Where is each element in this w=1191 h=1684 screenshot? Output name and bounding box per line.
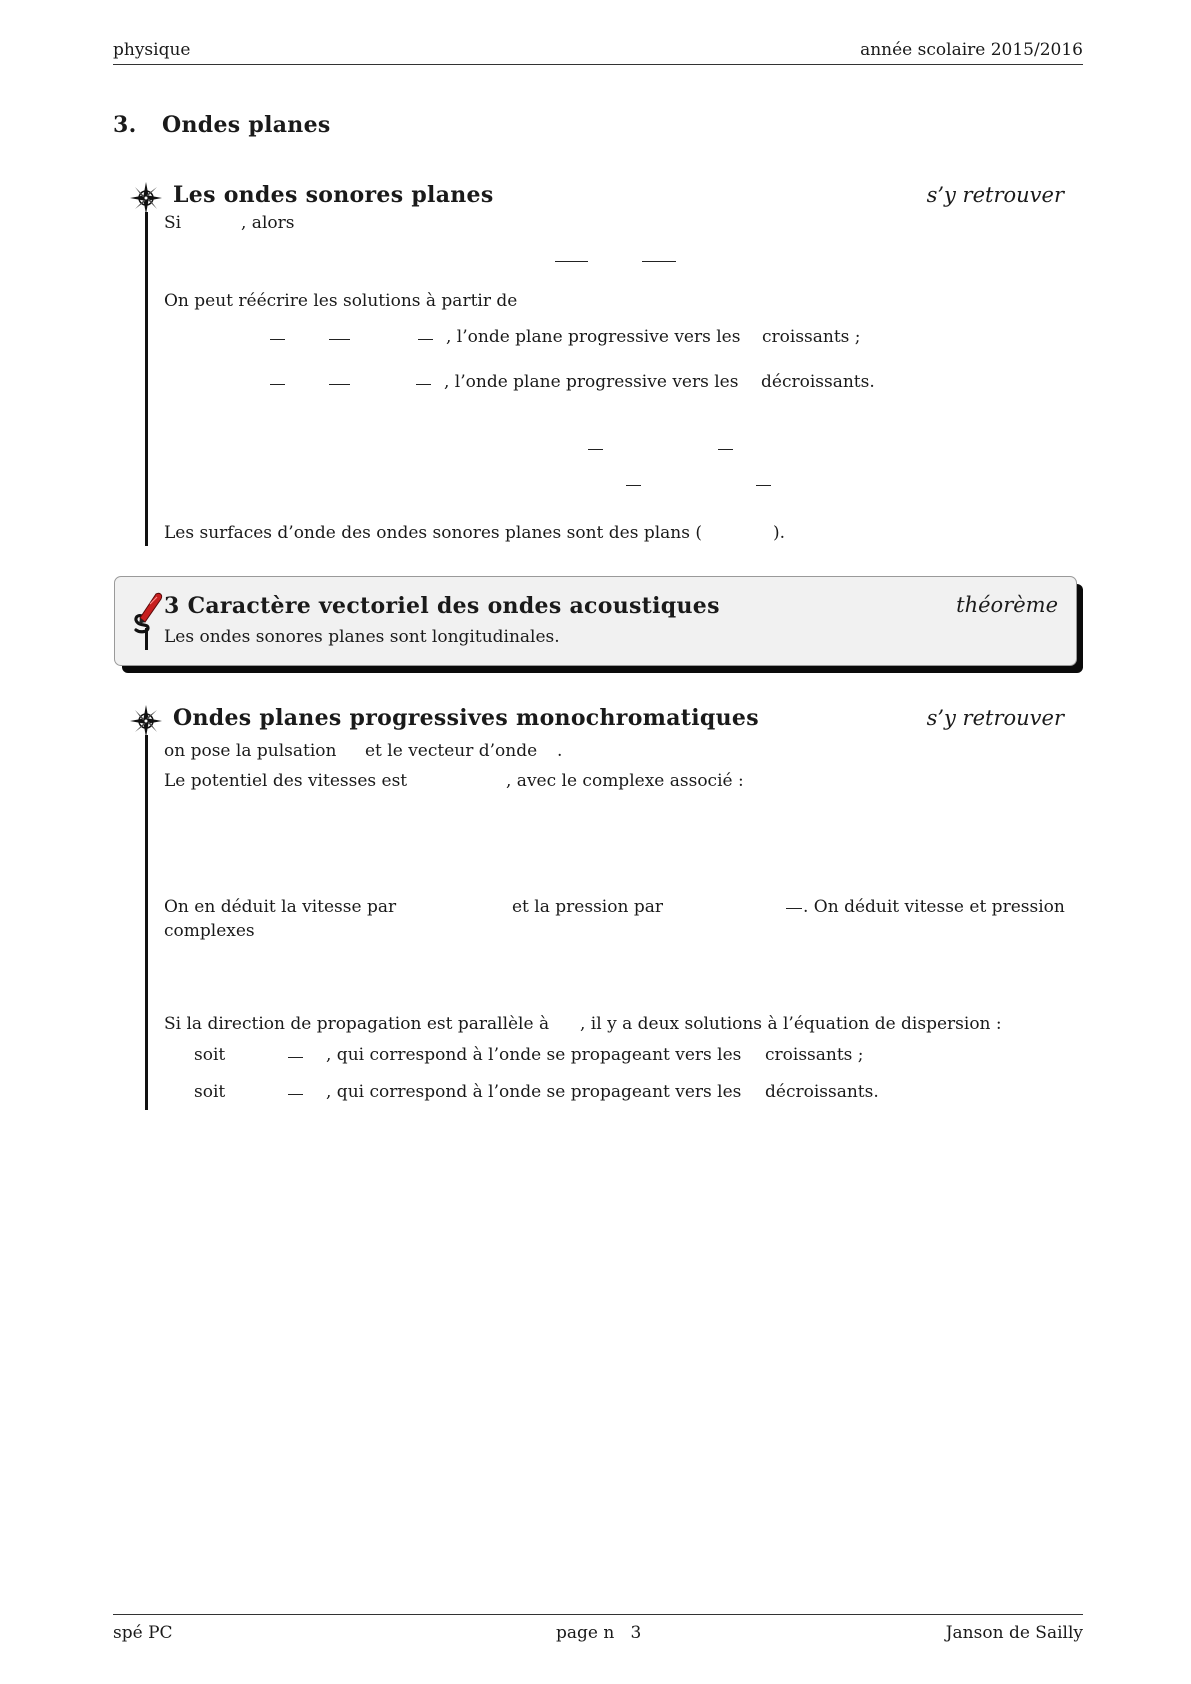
box2-deduit-c: . On déduit vitesse et pression [803, 897, 1065, 917]
compass-icon [129, 704, 163, 738]
footer-right: Janson de Sailly [945, 1623, 1083, 1643]
box2-deduit-a: On en déduit la vitesse par [164, 897, 397, 917]
box2-kind: s’y retrouver [926, 706, 1064, 730]
box2-title: Ondes planes progressives monochromatiques [173, 705, 759, 731]
section-title: Ondes planes [162, 112, 331, 138]
header-left: physique [113, 40, 191, 60]
box1-item1-text: , l’onde plane progressive vers les [446, 327, 741, 347]
fraction-bar [786, 908, 802, 909]
box2-deduit-b: et la pression par [512, 897, 663, 917]
footer-page: page n 3 [556, 1623, 642, 1643]
theorem-box [114, 576, 1077, 666]
box2-potentiel-a: Le potentiel des vitesses est [164, 771, 408, 791]
box1-item1-end: croissants ; [762, 327, 861, 347]
box2-soit1-text: , qui correspond à l’onde se propageant vers les [326, 1045, 742, 1065]
box1-kind: s’y retrouver [926, 183, 1064, 207]
box2-direction-b: , il y a deux solutions à l’équation de dispersion : [580, 1014, 1002, 1034]
fraction-bar [555, 261, 588, 262]
fraction-bar [642, 261, 676, 262]
box2-soit2-end: décroissants. [765, 1082, 879, 1102]
fraction-bar [626, 485, 641, 486]
footer-rule [113, 1614, 1083, 1615]
box1-item2-text: , l’onde plane progressive vers les [444, 372, 739, 392]
theorem-kind: théorème [956, 593, 1058, 617]
box1-surfaces-end: ). [773, 523, 786, 543]
box2-soit1: soit [194, 1045, 226, 1065]
fraction-bar [418, 339, 433, 340]
box2-pulsation-a: on pose la pulsation [164, 741, 337, 761]
box1-title: Les ondes sonores planes [173, 182, 494, 208]
box2-soit1-end: croissants ; [765, 1045, 864, 1065]
box1-line-reecrire: On peut réécrire les solutions à partir de [164, 291, 518, 311]
box1-line-si: Si [164, 213, 182, 233]
fraction-bar [588, 449, 603, 450]
box2-left-bar [145, 735, 148, 1110]
box2-direction-a: Si la direction de propagation est parallèle à [164, 1014, 550, 1034]
box1-item2-end: décroissants. [761, 372, 875, 392]
fraction-bar [270, 339, 285, 340]
box2-pulsation-b: et le vecteur d’onde [365, 741, 538, 761]
compass-icon [129, 181, 163, 215]
fraction-bar [329, 384, 350, 385]
fraction-bar [329, 339, 350, 340]
fraction-bar [416, 384, 431, 385]
box2-potentiel-b: , avec le complexe associé : [506, 771, 744, 791]
fraction-bar [288, 1094, 303, 1095]
theorem-text: Les ondes sonores planes sont longitudinales. [164, 627, 560, 647]
box2-soit2: soit [194, 1082, 226, 1102]
theorem-title: 3 Caractère vectoriel des ondes acoustiques [164, 593, 720, 619]
footer-left: spé PC [113, 1623, 173, 1643]
box1-surfaces: Les surfaces d’onde des ondes sonores planes sont des plans ( [164, 523, 702, 543]
box2-complexes: complexes [164, 921, 255, 941]
box1-line-alors: , alors [241, 213, 295, 233]
box2-soit2-text: , qui correspond à l’onde se propageant vers les [326, 1082, 742, 1102]
header-right: année scolaire 2015/2016 [860, 40, 1083, 60]
fraction-bar [270, 384, 285, 385]
theorem-left-bar [145, 628, 148, 650]
header-rule [113, 64, 1083, 65]
box1-left-bar [145, 212, 148, 546]
fraction-bar [756, 485, 771, 486]
section-number: 3. [113, 112, 137, 138]
fraction-bar [718, 449, 733, 450]
fraction-bar [288, 1057, 303, 1058]
box2-pulsation-c: . [557, 741, 563, 761]
